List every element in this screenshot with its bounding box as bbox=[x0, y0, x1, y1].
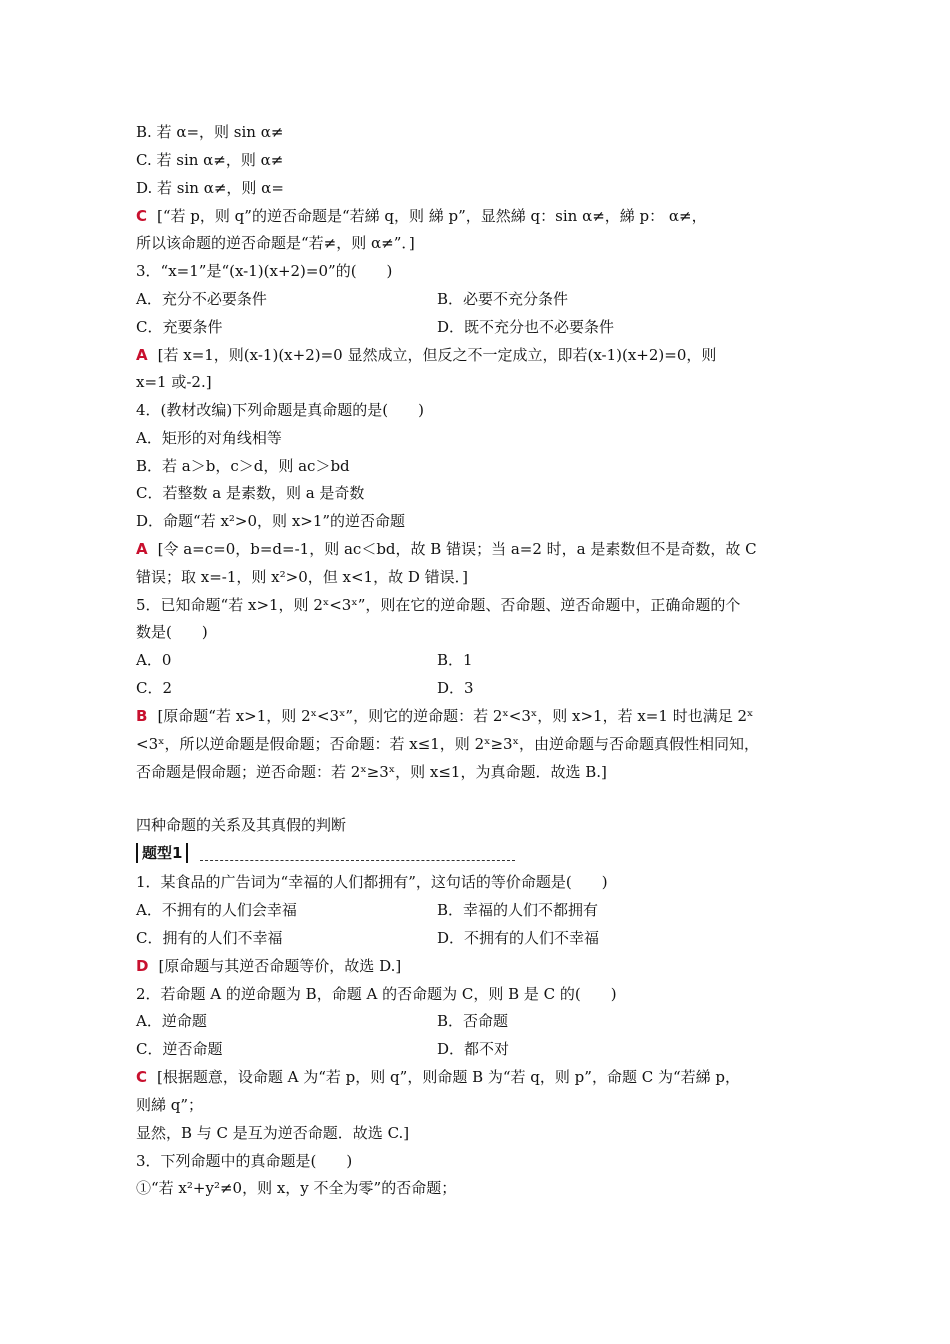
text-line bbox=[136, 622, 208, 642]
answer-letter: B bbox=[136, 707, 148, 725]
text-line bbox=[136, 483, 364, 503]
text-line bbox=[136, 1151, 352, 1171]
line-text: D．命题“若 x²>0，则 x>1”的逆否命题 bbox=[136, 512, 406, 530]
line-text: C．逆否命题 bbox=[136, 1040, 223, 1058]
text-line bbox=[136, 206, 707, 226]
text-line bbox=[136, 511, 405, 531]
line-text: 错误；取 x=-1，则 x²>0，但 x<1，故 D 错误．] bbox=[136, 568, 469, 586]
line-text: A．不拥有的人们会幸福 bbox=[136, 901, 297, 919]
line-text: C. 若 sin α≠，则 α≠ bbox=[136, 151, 284, 169]
text-line bbox=[136, 928, 282, 948]
text-line bbox=[136, 428, 282, 448]
text-line bbox=[136, 178, 284, 198]
option-text: D．都不对 bbox=[437, 1040, 510, 1058]
line-text: B．若 a＞b，c＞d，则 ac＞bd bbox=[136, 457, 350, 475]
option-text: D．既不充分也不必要条件 bbox=[437, 318, 615, 336]
line-text: C．拥有的人们不幸福 bbox=[136, 929, 283, 947]
text-line bbox=[136, 762, 607, 782]
text-line bbox=[136, 872, 608, 892]
text-line bbox=[136, 734, 759, 754]
line-text: C．2 bbox=[136, 679, 173, 697]
text-line bbox=[136, 900, 297, 920]
line-text: C．若整数 a 是素数，则 a 是奇数 bbox=[136, 484, 365, 502]
line-text: 2．若命题 A 的逆命题为 B，命题 A 的否命题为 C，则 B 是 C 的( ) bbox=[136, 985, 617, 1003]
line-text: 5．已知命题“若 x>1，则 2ˣ<3ˣ”，则在它的逆命题、否命题、逆否命题中，正确命题的个 bbox=[136, 596, 741, 614]
question-type-badge: 题型1 bbox=[136, 843, 188, 863]
text-line bbox=[136, 567, 468, 587]
text-line bbox=[136, 261, 392, 281]
line-text: x=1 或-2.] bbox=[136, 373, 212, 391]
answer-letter: C bbox=[136, 207, 148, 225]
section-title: 四种命题的关系及其真假的判断 bbox=[136, 816, 347, 834]
text-line bbox=[136, 1095, 203, 1115]
line-text: 显然，B 与 C 是互为逆否命题．故选 C.] bbox=[136, 1124, 410, 1142]
dashed-divider bbox=[200, 860, 515, 861]
line-text: [原命题“若 x>1，则 2ˣ<3ˣ”，则它的逆命题：若 2ˣ<3ˣ，则 x>1，若 x=1 时也满足 2ˣ bbox=[157, 707, 754, 725]
line-text: C．充要条件 bbox=[136, 318, 223, 336]
text-line bbox=[136, 706, 753, 726]
line-text: 3．“x=1”是“(x-1)(x+2)=0”的( ) bbox=[136, 262, 393, 280]
option-text: D．3 bbox=[437, 679, 474, 697]
text-line bbox=[136, 400, 424, 420]
text-line bbox=[136, 372, 212, 392]
text-line bbox=[136, 233, 415, 253]
text-line bbox=[136, 595, 740, 615]
text-line bbox=[136, 122, 283, 142]
line-text: [根据题意，设命题 A 为“若 p，则 q”，则命题 B 为“若 q，则 p”，命题 C 为“若綈 p， bbox=[157, 1068, 741, 1086]
option-text: B．否命题 bbox=[437, 1012, 509, 1030]
text-line bbox=[136, 956, 401, 976]
line-text: ①“若 x²+y²≠0，则 x，y 不全为零”的否命题； bbox=[136, 1179, 457, 1197]
text-line bbox=[136, 317, 222, 337]
line-text: <3ˣ，所以逆命题是假命题；否命题：若 x≤1，则 2ˣ≥3ˣ，由逆命题与否命题真假性相同知， bbox=[136, 735, 759, 753]
line-text: [“若 p，则 q”的逆否命题是“若綈 q，则 綈 p”，显然綈 q：sin α≠，綈 p： α≠， bbox=[157, 207, 707, 225]
text-line bbox=[136, 650, 171, 670]
line-text: 4．(教材改编)下列命题是真命题的是( ) bbox=[136, 401, 424, 419]
text-line bbox=[136, 539, 757, 559]
line-text: D. 若 sin α≠，则 α= bbox=[136, 179, 284, 197]
answer-letter: C bbox=[136, 1068, 148, 1086]
line-text: 所以该命题的逆否命题是“若≠，则 α≠”．] bbox=[136, 234, 415, 252]
line-text: A．矩形的对角线相等 bbox=[136, 429, 282, 447]
option-text: B．幸福的人们不都拥有 bbox=[437, 901, 599, 919]
answer-letter: A bbox=[136, 346, 148, 364]
text-line bbox=[136, 150, 283, 170]
text-line bbox=[136, 1178, 456, 1198]
text-line bbox=[136, 456, 350, 476]
answer-letter: A bbox=[136, 540, 148, 558]
option-text: D．不拥有的人们不幸福 bbox=[437, 929, 600, 947]
text-line bbox=[136, 1039, 222, 1059]
line-text: 1．某食品的广告词为“幸福的人们都拥有”，这句话的等价命题是( ) bbox=[136, 873, 608, 891]
text-line bbox=[136, 289, 267, 309]
answer-letter: D bbox=[136, 957, 149, 975]
line-text: A．0 bbox=[136, 651, 172, 669]
text-line bbox=[136, 345, 716, 365]
text-line bbox=[136, 678, 172, 698]
text-line bbox=[136, 1123, 409, 1143]
text-line bbox=[136, 1011, 207, 1031]
line-text: A．逆命题 bbox=[136, 1012, 207, 1030]
option-text: B．1 bbox=[437, 651, 473, 669]
line-text: B. 若 α=，则 sin α≠ bbox=[136, 123, 284, 141]
line-text: 3．下列命题中的真命题是( ) bbox=[136, 1152, 353, 1170]
line-text: 则綈 q”； bbox=[136, 1096, 204, 1114]
text-line bbox=[136, 984, 617, 1004]
line-text: [令 a=c=0，b=d=-1，则 ac＜bd，故 B 错误；当 a=2 时，a 是素数但不是奇数，故 C bbox=[157, 540, 757, 558]
line-text: 否命题是假命题；逆否命题：若 2ˣ≥3ˣ，则 x≤1，为真命题．故选 B.] bbox=[136, 763, 607, 781]
line-text: [原命题与其逆否命题等价，故选 D.] bbox=[158, 957, 402, 975]
line-text: A．充分不必要条件 bbox=[136, 290, 267, 308]
option-text: B．必要不充分条件 bbox=[437, 290, 569, 308]
line-text: [若 x=1，则(x-1)(x+2)=0 显然成立，但反之不一定成立，即若(x-1)(x+2)=0，则 bbox=[157, 346, 717, 364]
line-text: 数是( ) bbox=[136, 623, 208, 641]
text-line bbox=[136, 1067, 740, 1087]
